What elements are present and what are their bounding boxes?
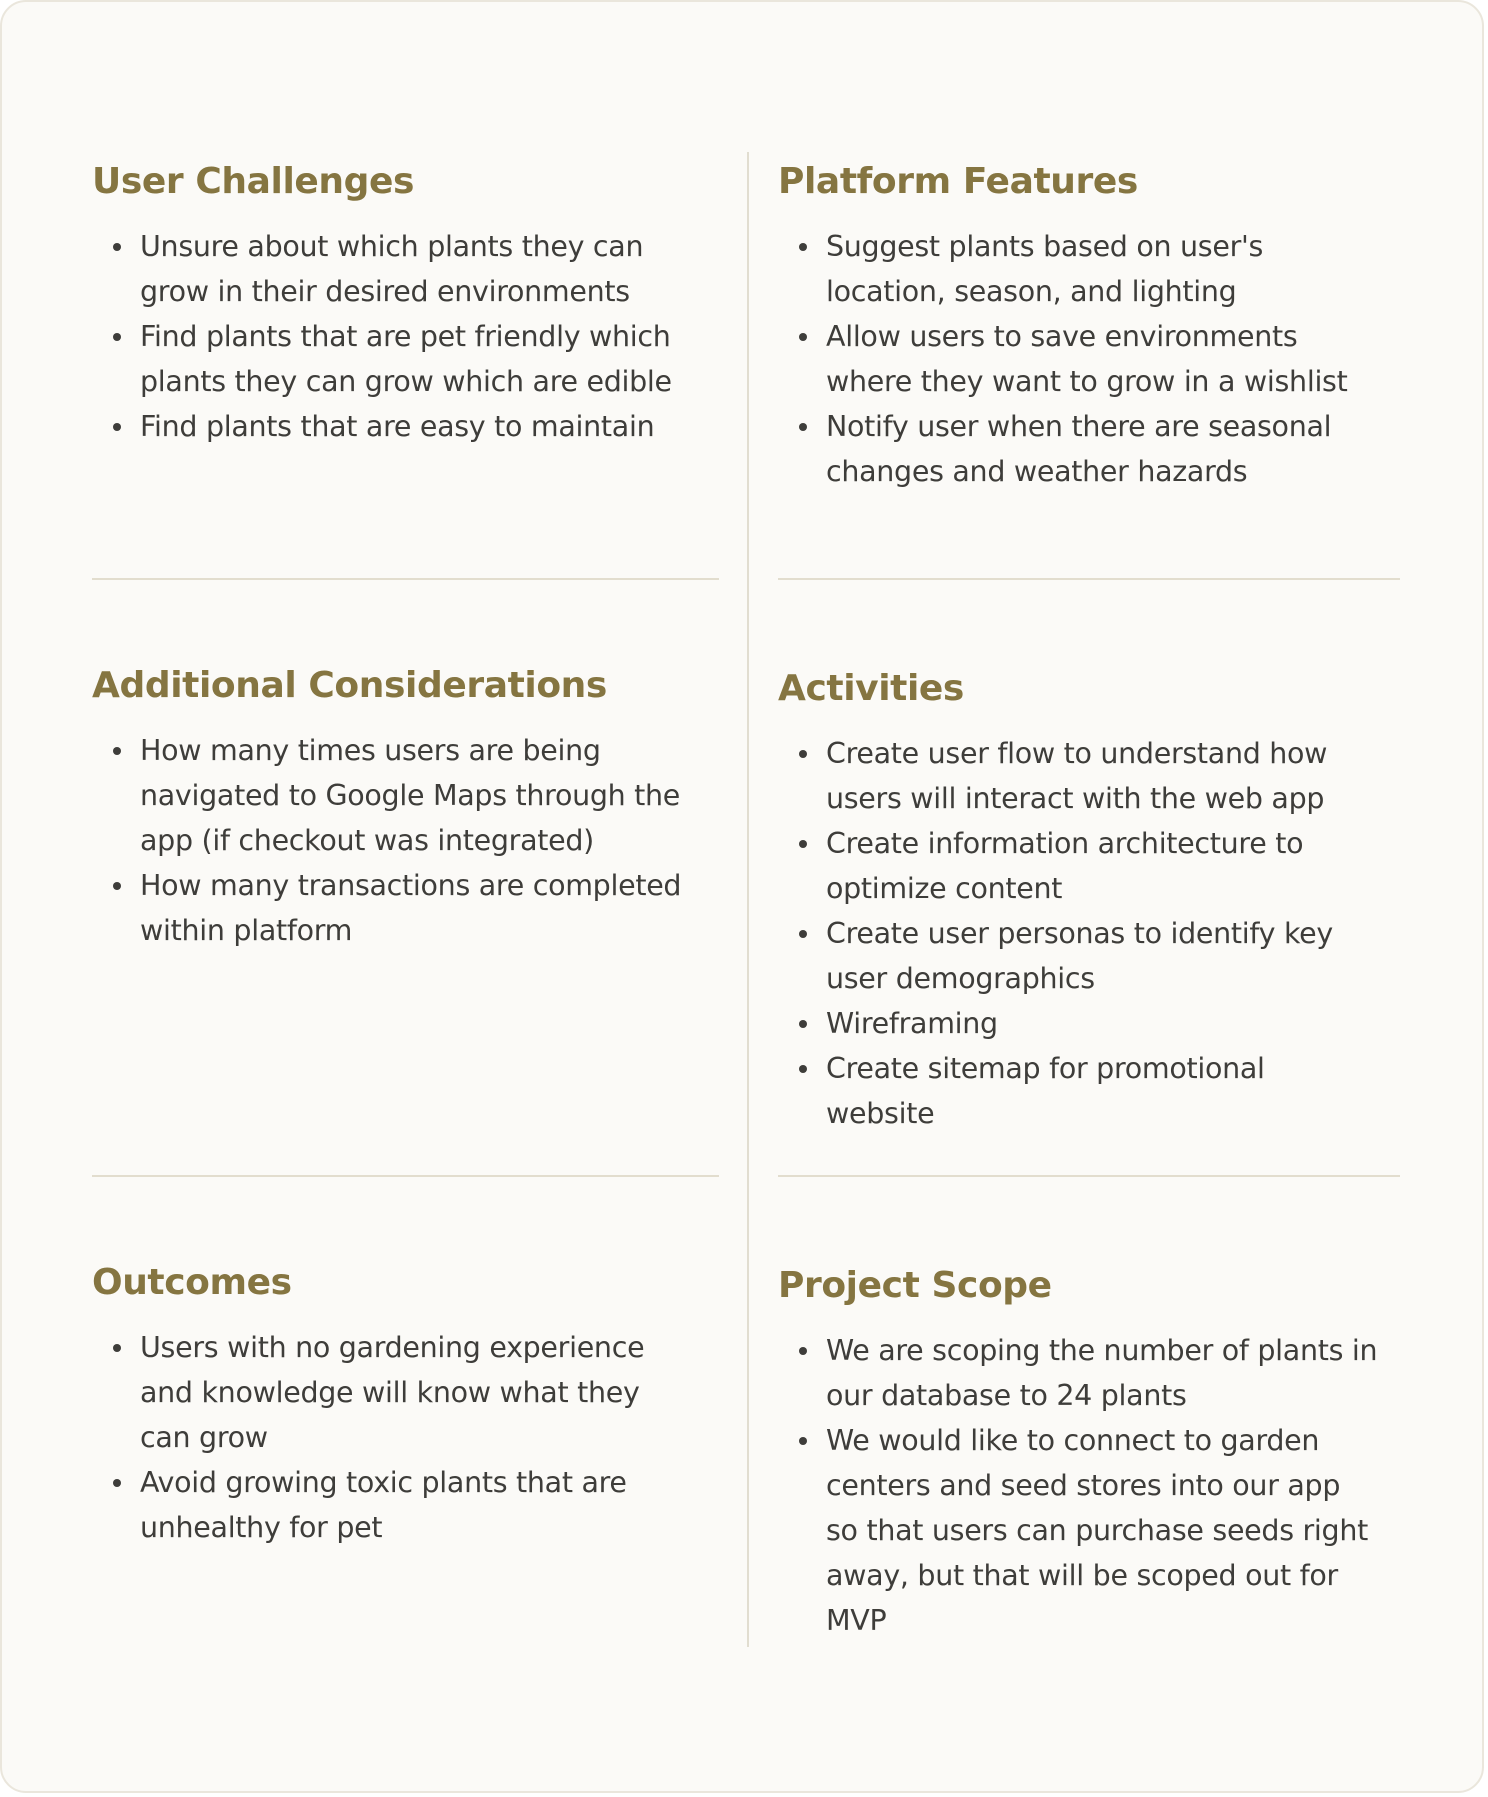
section-title-platform-features: Platform Features xyxy=(778,161,1138,202)
list-item: Create information architecture to optimize content xyxy=(826,821,1378,911)
section-title-outcomes: Outcomes xyxy=(92,1262,292,1303)
list-item: Wireframing xyxy=(826,1001,1378,1046)
list-project-scope xyxy=(778,1328,1378,1643)
list-outcomes xyxy=(92,1325,692,1550)
list-item: Create user flow to understand how users will interact with the web app xyxy=(826,731,1378,821)
list-user-challenges xyxy=(92,224,692,449)
section-outcomes xyxy=(92,1261,692,1550)
column-divider xyxy=(747,152,749,1647)
list-activities xyxy=(778,731,1378,1136)
section-project-scope xyxy=(778,1264,1378,1643)
list-item: Unsure about which plants they can grow in their desired environments xyxy=(140,224,692,314)
list-item: How many transactions are completed within platform xyxy=(140,863,692,953)
list-item: Notify user when there are seasonal changes and weather hazards xyxy=(826,404,1378,494)
list-item: Users with no gardening experience and knowledge will know what they can grow xyxy=(140,1325,692,1460)
section-title-user-challenges: User Challenges xyxy=(92,161,415,202)
list-item: We would like to connect to garden centers and seed stores into our app so that users can purchase seeds right away, but that will be scoped out for MVP xyxy=(826,1418,1378,1643)
list-item: How many times users are being navigated to Google Maps through the app (if checkout was integrated) xyxy=(140,728,692,863)
row-divider-left-1 xyxy=(92,578,719,580)
row-divider-right-1 xyxy=(778,578,1400,580)
section-title-additional-considerations: Additional Considerations xyxy=(92,665,607,706)
list-item: We are scoping the number of plants in our database to 24 plants xyxy=(826,1328,1378,1418)
section-activities xyxy=(778,667,1378,1136)
list-item: Create sitemap for promotional website xyxy=(826,1046,1378,1136)
list-item: Avoid growing toxic plants that are unhealthy for pet xyxy=(140,1460,692,1550)
row-divider-left-2 xyxy=(92,1175,719,1177)
list-additional-considerations xyxy=(92,728,692,953)
list-item: Create user personas to identify key user demographics xyxy=(826,911,1378,1001)
section-platform-features xyxy=(778,160,1378,494)
list-item: Find plants that are easy to maintain xyxy=(140,404,692,449)
section-title-activities: Activities xyxy=(778,668,964,709)
list-platform-features xyxy=(778,224,1378,494)
section-title-project-scope: Project Scope xyxy=(778,1265,1052,1306)
list-item: Find plants that are pet friendly which plants they can grow which are edible xyxy=(140,314,692,404)
list-item: Allow users to save environments where they want to grow in a wishlist xyxy=(826,314,1378,404)
section-user-challenges xyxy=(92,160,692,449)
row-divider-right-2 xyxy=(778,1175,1400,1177)
section-additional-considerations xyxy=(92,664,692,953)
list-item: Suggest plants based on user's location, season, and lighting xyxy=(826,224,1378,314)
